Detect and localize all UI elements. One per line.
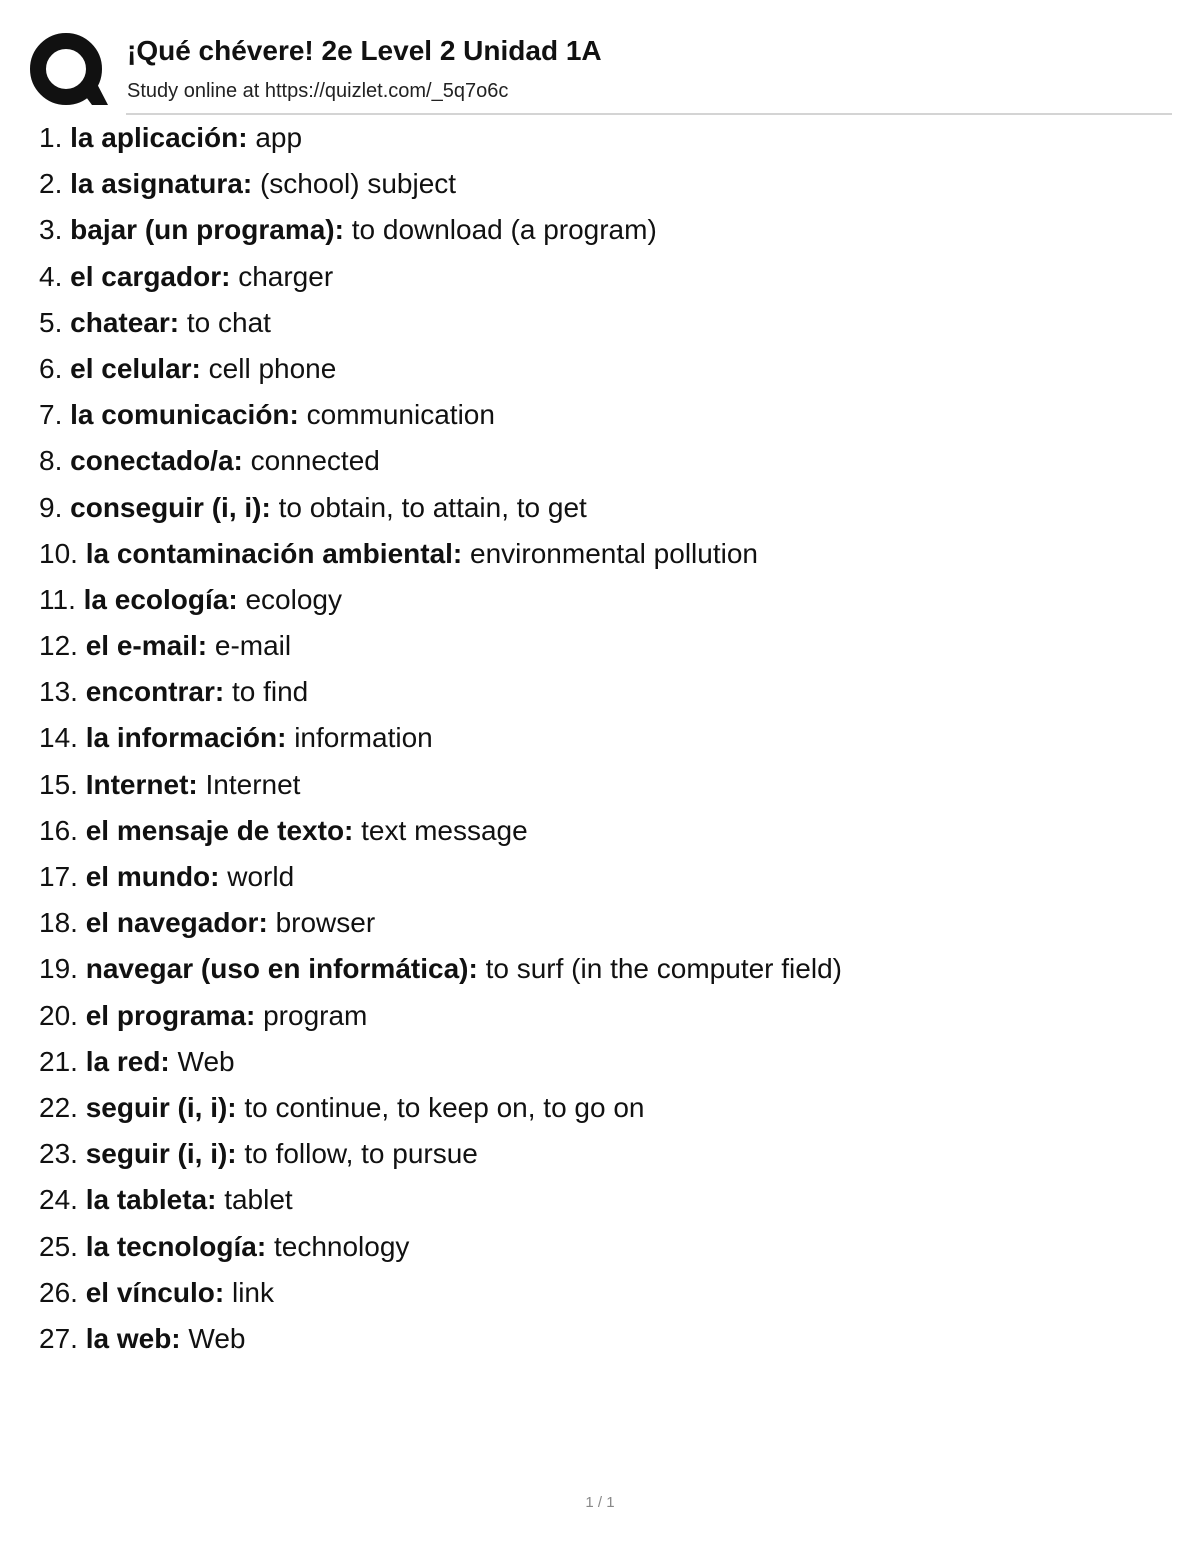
term-word: la tecnología:	[85, 1230, 267, 1262]
term-number: 13.	[39, 676, 78, 708]
term-number: 9.	[39, 491, 63, 523]
term-item	[39, 856, 842, 902]
term-definition: to obtain, to attain, to get	[278, 491, 587, 523]
term-list	[39, 117, 842, 1364]
term-number: 12.	[39, 630, 78, 662]
term-word: el e-mail:	[85, 630, 208, 662]
term-number: 24.	[39, 1184, 78, 1216]
term-definition: Web	[188, 1322, 246, 1354]
term-definition: world	[227, 861, 295, 892]
term-number: 11.	[39, 583, 76, 615]
term-number: 14.	[39, 722, 78, 754]
term-number: 2.	[39, 168, 63, 200]
term-definition: program	[263, 999, 368, 1031]
term-item	[39, 348, 842, 394]
page-indicator: 1 / 1	[585, 1494, 615, 1511]
term-number: 4.	[39, 260, 63, 292]
term-word: la red:	[85, 1045, 170, 1077]
term-word: navegar (uso en informática):	[85, 953, 478, 985]
term-word: la web:	[85, 1322, 181, 1354]
term-item	[39, 810, 842, 856]
term-word: la asignatura:	[70, 168, 253, 200]
term-word: el programa:	[85, 999, 256, 1031]
term-number: 7.	[39, 399, 63, 431]
term-definition: Web	[177, 1045, 235, 1077]
term-item	[39, 764, 842, 810]
term-number: 17.	[39, 861, 78, 892]
term-definition: environmental pollution	[470, 537, 758, 569]
term-number: 23.	[39, 1138, 78, 1170]
term-definition: to follow, to pursue	[244, 1138, 478, 1170]
term-definition: communication	[306, 399, 495, 431]
term-item	[39, 902, 842, 948]
term-number: 1.	[39, 122, 63, 153]
quizlet-logo-icon	[28, 30, 108, 110]
term-word: el mundo:	[85, 861, 220, 892]
term-word: la comunicación:	[70, 399, 299, 431]
term-number: 16.	[39, 814, 78, 846]
term-number: 21.	[39, 1045, 78, 1077]
term-word: el celular:	[70, 352, 201, 384]
term-item	[39, 209, 842, 255]
term-number: 5.	[39, 306, 63, 338]
term-item	[39, 1087, 842, 1133]
term-word: conectado/a:	[70, 445, 243, 477]
term-word: encontrar:	[85, 676, 225, 708]
term-word: el cargador:	[70, 260, 231, 292]
term-definition: to find	[231, 676, 309, 708]
header-divider	[126, 113, 1172, 115]
term-word: la tableta:	[85, 1184, 217, 1216]
page-title: ¡Qué chévere! 2e Level 2 Unidad 1A	[127, 35, 602, 66]
term-word: la aplicación:	[70, 122, 248, 153]
term-number: 3.	[39, 214, 63, 246]
study-online-link[interactable]: Study online at https://quizlet.com/_5q7o6c	[127, 80, 509, 102]
term-definition: charger	[238, 260, 334, 292]
term-number: 6.	[39, 352, 63, 384]
page-header	[28, 28, 1172, 112]
term-number: 8.	[39, 445, 63, 477]
term-definition: (school) subject	[259, 168, 457, 200]
term-item	[39, 487, 842, 533]
term-item	[39, 1226, 842, 1272]
term-number: 20.	[39, 999, 78, 1031]
term-definition: ecology	[245, 583, 342, 615]
term-item	[39, 533, 842, 579]
term-definition: to surf (in the computer field)	[485, 953, 842, 985]
term-definition: e-mail	[214, 630, 292, 662]
term-definition: information	[294, 722, 433, 754]
term-definition: to download (a program)	[351, 214, 657, 246]
term-item	[39, 163, 842, 209]
term-item	[39, 625, 842, 671]
term-number: 26.	[39, 1276, 78, 1308]
term-item	[39, 1041, 842, 1087]
term-item	[39, 117, 842, 163]
term-item	[39, 948, 842, 994]
term-word: el navegador:	[85, 907, 268, 939]
term-item	[39, 671, 842, 717]
term-definition: browser	[275, 907, 376, 939]
term-item	[39, 302, 842, 348]
term-definition: tablet	[224, 1184, 293, 1216]
term-word: chatear:	[70, 306, 180, 338]
term-definition: app	[255, 122, 303, 153]
term-word: Internet:	[85, 768, 198, 800]
term-definition: to chat	[186, 306, 271, 338]
term-item	[39, 394, 842, 440]
term-number: 10.	[39, 537, 78, 569]
term-number: 25.	[39, 1230, 78, 1262]
term-number: 22.	[39, 1091, 78, 1123]
term-definition: to continue, to keep on, to go on	[244, 1091, 645, 1123]
term-definition: cell phone	[208, 352, 337, 384]
term-item	[39, 1272, 842, 1318]
term-number: 18.	[39, 907, 78, 939]
term-definition: text message	[361, 814, 528, 846]
term-word: bajar (un programa):	[70, 214, 344, 246]
term-item	[39, 1133, 842, 1179]
term-item	[39, 1318, 842, 1364]
term-word: el mensaje de texto:	[85, 814, 354, 846]
term-item	[39, 1179, 842, 1225]
term-word: la contaminación ambiental:	[85, 537, 463, 569]
term-item	[39, 579, 842, 625]
term-definition: Internet	[205, 768, 301, 800]
term-item	[39, 717, 842, 763]
term-word: la información:	[85, 722, 287, 754]
term-number: 19.	[39, 953, 78, 985]
term-word: la ecología:	[83, 583, 238, 615]
term-number: 15.	[39, 768, 78, 800]
term-word: conseguir (i, i):	[70, 491, 271, 523]
term-definition: technology	[273, 1230, 410, 1262]
term-item	[39, 256, 842, 302]
term-word: el vínculo:	[85, 1276, 225, 1308]
term-word: seguir (i, i):	[85, 1138, 237, 1170]
term-word: seguir (i, i):	[85, 1091, 237, 1123]
term-item	[39, 440, 842, 486]
term-definition: connected	[250, 445, 380, 477]
term-definition: link	[231, 1276, 274, 1308]
term-item	[39, 995, 842, 1041]
term-number: 27.	[39, 1322, 78, 1354]
